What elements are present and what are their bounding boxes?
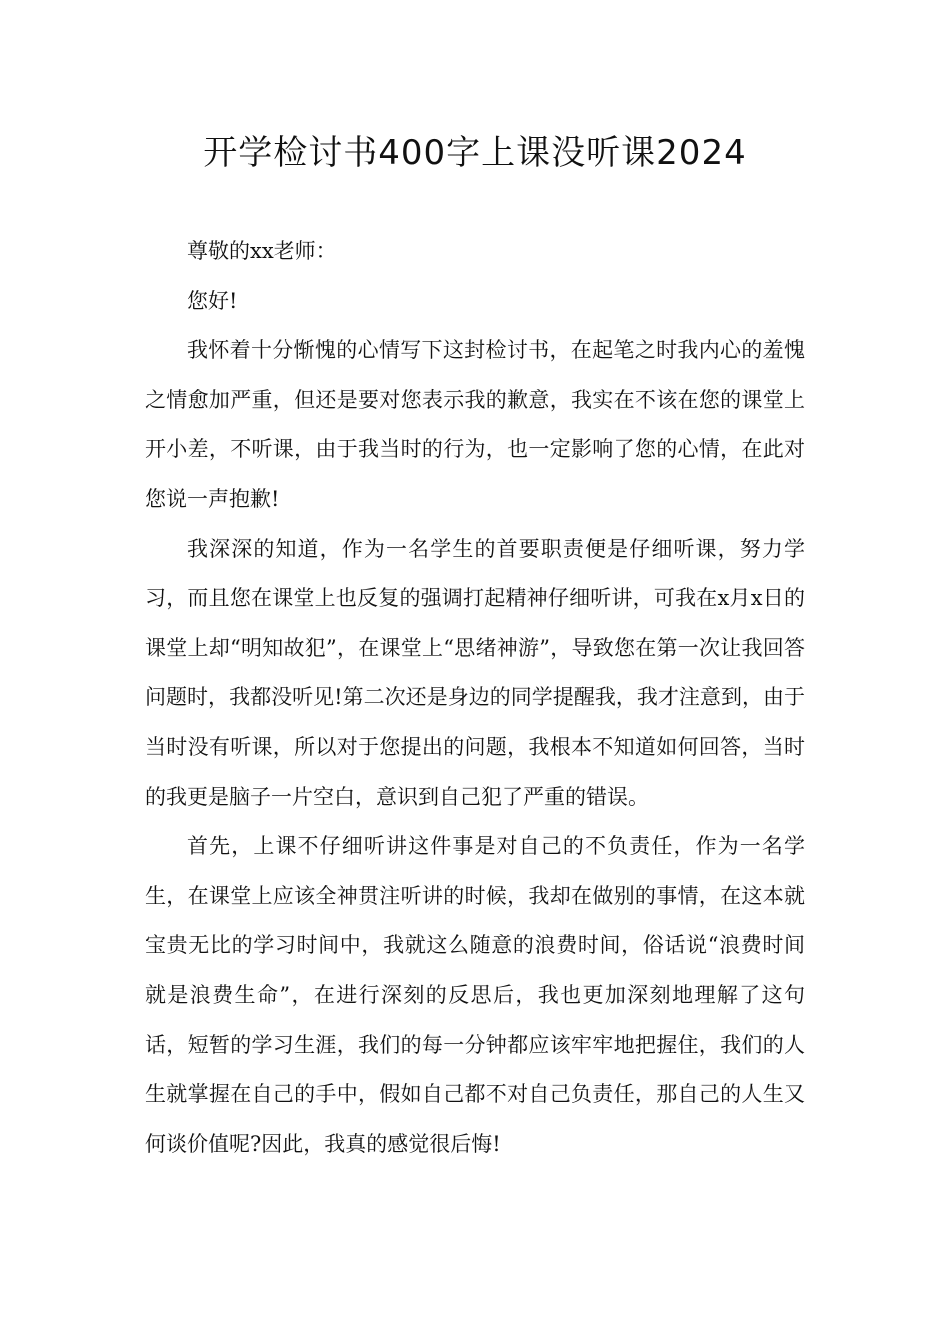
salutation: 尊敬的xx老师： <box>187 239 337 263</box>
paragraph: 我怀着十分惭愧的心情写下这封检讨书，在起笔之时我内心的羞愧之情愈加严重，但还是要对您表示我的歉意，我实在不该在您的课堂上开小差，不听课，由于我当时的行为，也一定影响了您的心情，在此对您说一声抱歉! <box>145 338 805 511</box>
paragraph: 首先，上课不仔细听讲这件事是对自己的不负责任，作为一名学生，在课堂上应该全神贯注听讲的时候，我却在做别的事情，在这本就宝贵无比的学习时间中，我就这么随意的浪费时间，俗话说“浪费时间就是浪费生命”，在进行深刻的反思后，我也更加深刻地理解了这句话，短暂的学习生涯，我们的每一分钟都应该牢牢地把握住，我们的人生就掌握在自己的手中，假如自己都不对自己负责任，那自己的人生又何谈价值呢?因此，我真的感觉很后悔! <box>145 834 805 1156</box>
document-title: 开学检讨书400字上课没听课2024 <box>203 133 747 173</box>
greeting: 您好! <box>187 288 238 313</box>
document-body <box>145 227 805 1169</box>
paragraph: 我深深的知道，作为一名学生的首要职责便是仔细听课，努力学习，而且您在课堂上也反复的强调打起精神仔细听讲，可我在x月x日的课堂上却“明知故犯”，在课堂上“思绪神游”，导致您在第一次让我回答问题时，我都没听见!第二次还是身边的同学提醒我，我才注意到，由于当时没有听课，所以对于您提出的问题，我根本不知道如何回答，当时的我更是脑子一片空白，意识到自己犯了严重的错误。 <box>145 536 805 809</box>
